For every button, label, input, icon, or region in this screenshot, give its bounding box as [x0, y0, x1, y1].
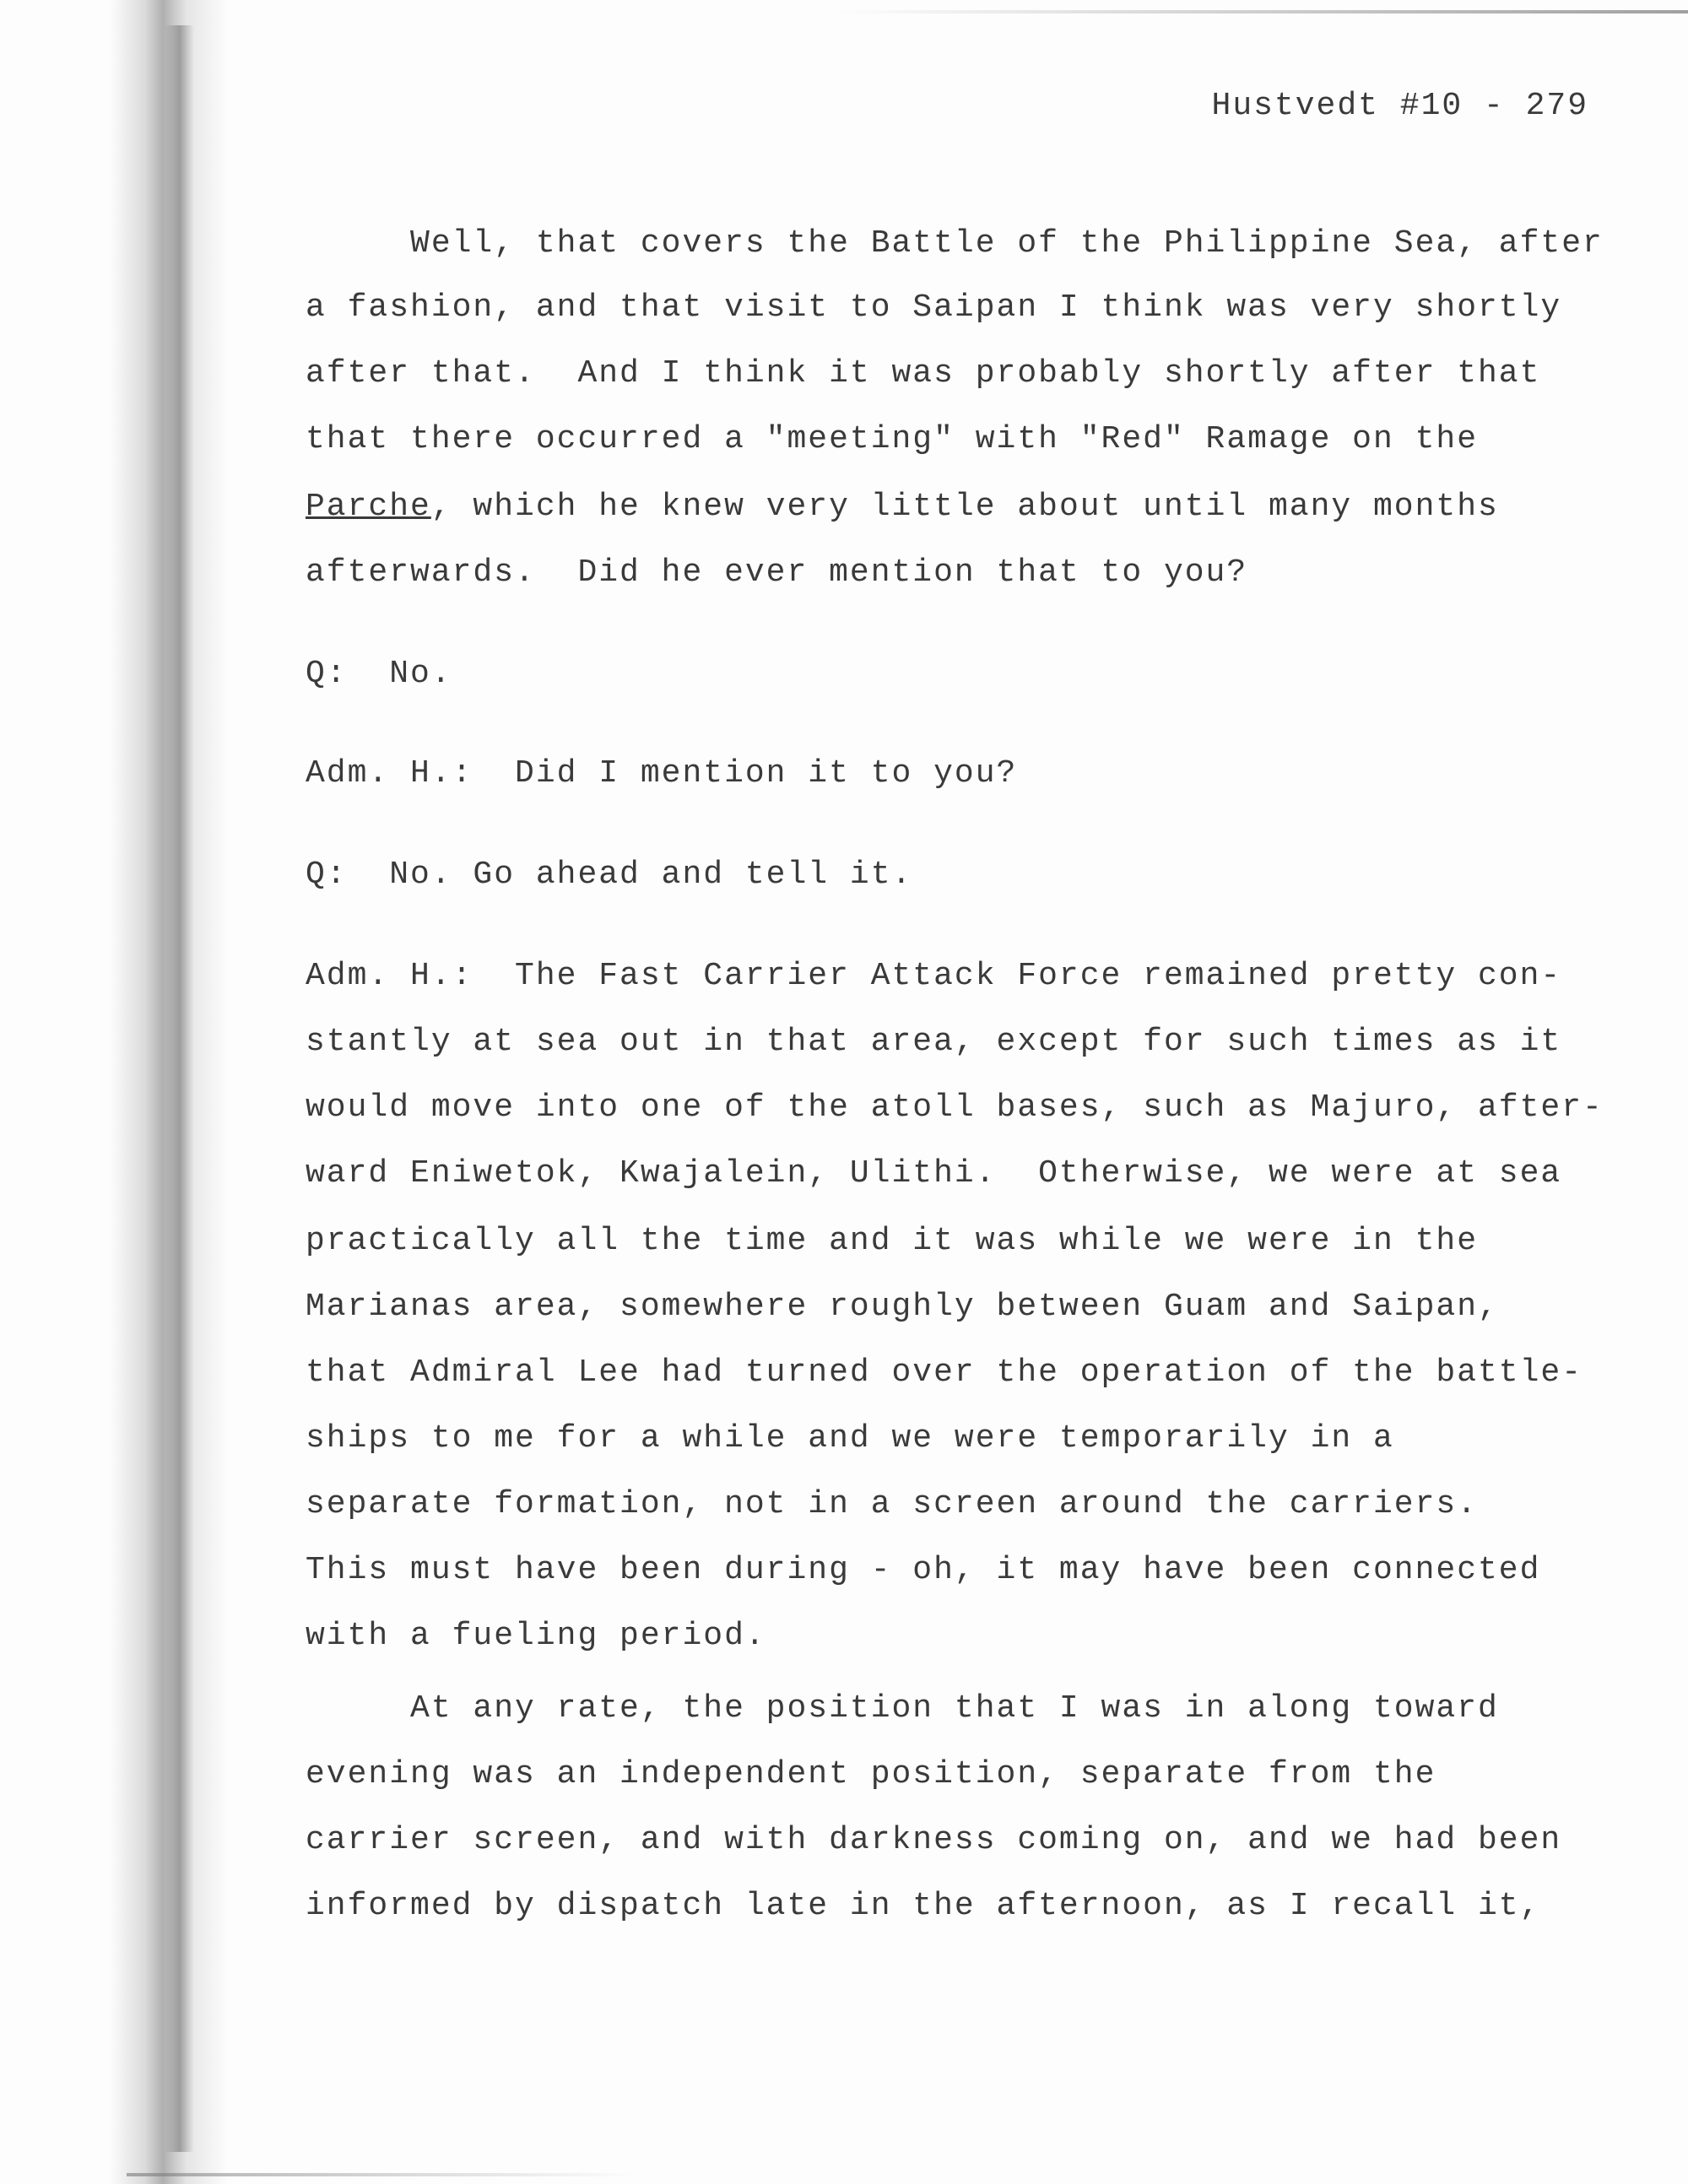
- question-line: Q: No. Go ahead and tell it.: [306, 857, 913, 893]
- ship-name-underlined: Parche: [306, 489, 431, 525]
- text-fragment: , which he knew very little about until many months: [430, 489, 1499, 525]
- text-line: This must have been during - oh, it may have been connected: [306, 1552, 1541, 1588]
- question-line: Q: No.: [306, 656, 452, 692]
- text-line: Well, that covers the Battle of the Philippine Sea, after: [306, 225, 1604, 262]
- bottom-page-edge: [127, 2173, 633, 2176]
- text-line: [306, 491, 1499, 523]
- text-line: afterwards. Did he ever mention that to you?: [306, 554, 1248, 591]
- text-line: informed by dispatch late in the afternoon, as I recall it,: [306, 1888, 1541, 1924]
- text-line: evening was an independent position, separate from the: [306, 1756, 1436, 1792]
- page-header: Hustvedt #10 - 279: [1211, 88, 1588, 124]
- text-line: that there occurred a "meeting" with "Red" Ramage on the: [306, 421, 1479, 457]
- text-line: stantly at sea out in that area, except for such times as it: [306, 1024, 1562, 1060]
- text-line: Marianas area, somewhere roughly between Guam and Saipan,: [306, 1289, 1499, 1325]
- text-line: with a fueling period.: [306, 1618, 766, 1654]
- text-line: would move into one of the atoll bases, such as Majuro, after-: [306, 1089, 1604, 1126]
- text-line: Adm. H.: The Fast Carrier Attack Force remained pretty con-: [306, 958, 1562, 994]
- text-line: carrier screen, and with darkness coming on, and we had been: [306, 1822, 1562, 1858]
- answer-line: Adm. H.: Did I mention it to you?: [306, 755, 1018, 792]
- text-line: separate formation, not in a screen around the carriers.: [306, 1486, 1479, 1522]
- text-line: a fashion, and that visit to Saipan I think was very shortly: [306, 289, 1562, 326]
- text-line: ward Eniwetok, Kwajalein, Ulithi. Otherwise, we were at sea: [306, 1155, 1562, 1192]
- text-line: practically all the time and it was while we were in the: [306, 1223, 1479, 1259]
- top-page-edge: [836, 10, 1688, 14]
- text-line: after that. And I think it was probably shortly after that: [306, 355, 1541, 392]
- text-line: At any rate, the position that I was in along toward: [306, 1690, 1499, 1727]
- binding-crease: [165, 25, 194, 2152]
- text-line: that Admiral Lee had turned over the operation of the battle-: [306, 1354, 1583, 1391]
- text-line: ships to me for a while and we were temporarily in a: [306, 1420, 1394, 1457]
